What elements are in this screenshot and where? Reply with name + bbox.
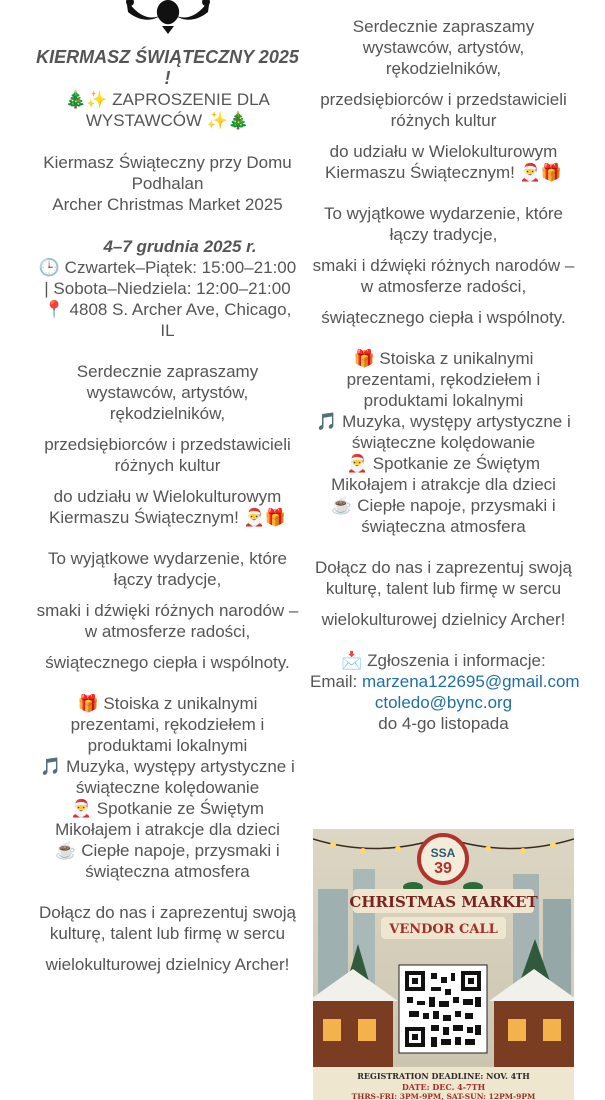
feature-item: 🎅 Spotkanie ze Świętym Mikołajem i atrakcje dla dzieci — [331, 454, 556, 494]
email-link-1[interactable]: marzena122695@gmail.com — [361, 672, 580, 691]
poster-date: DATE: DEC. 4-7TH — [401, 1082, 486, 1092]
email-prefix: Email: — [310, 672, 362, 691]
intro-paragraph: do udziału w Wielokulturowym Kiermaszu Świątecznym! 🎅🎁 — [49, 487, 286, 527]
poster-badge-line1: SSA — [430, 846, 456, 860]
email-link-2[interactable]: ctoledo@bync.org — [374, 693, 513, 712]
closing-paragraph: wielokulturowej dzielnicy Archer! — [45, 955, 290, 974]
intro-paragraph: przedsiębiorców i przedstawicieli różnych kultur — [44, 435, 291, 475]
description-paragraph: smaki i dźwięki różnych narodów – w atmosferze radości, — [312, 256, 575, 296]
deadline-text: do 4-go listopada — [378, 714, 509, 733]
christmas-market-poster — [313, 829, 574, 1100]
event-title: KIERMASZ ŚWIĄTECZNY 2025 ! — [36, 47, 299, 88]
description-paragraph: smaki i dźwięki różnych narodów – w atmosferze radości, — [36, 601, 299, 641]
intro-paragraph: przedsiębiorców i przedstawicieli różnych kultur — [320, 90, 567, 130]
intro-paragraph: Serdecznie zapraszamy wystawców, artystów, rękodzielników, — [76, 362, 259, 423]
email-line — [310, 671, 580, 692]
closing-paragraph: Dołącz do nas i zaprezentuj swoją kulturę, talent lub firmę w sercu — [38, 903, 297, 943]
poster-hours: THRS-FRI: 3PM-9PM, SAT-SUN: 12PM-9PM — [351, 1092, 536, 1100]
event-name-en: Archer Christmas Market 2025 — [52, 195, 283, 214]
contact-label: 📩 Zgłoszenia i informacje: — [341, 651, 546, 670]
description-paragraph: To wyjątkowe wydarzenie, które łączy tradycje, — [323, 204, 564, 244]
poster-badge-line2: 39 — [434, 860, 452, 877]
intro-paragraph: do udziału w Wielokulturowym Kiermaszu Świątecznym! 🎅🎁 — [325, 142, 562, 182]
event-name: Kiermasz Świąteczny przy Domu Podhalan — [43, 153, 292, 193]
feature-item: 🎵 Muzyka, występy artystyczne i świąteczne kolędowanie — [316, 412, 571, 452]
feature-item: ☕ Ciepłe napoje, przysmaki i świąteczna atmosfera — [331, 496, 556, 536]
intro-paragraph: Serdecznie zapraszamy wystawców, artystów, rękodzielników, — [352, 17, 535, 78]
closing-paragraph: wielokulturowej dzielnicy Archer! — [321, 610, 566, 629]
feature-item: 🎁 Stoiska z unikalnymi prezentami, rękodziełem i produktami lokalnymi — [70, 694, 265, 755]
event-dates: 4–7 grudnia 2025 r. — [103, 237, 257, 256]
vendor-invite-heading: 🎄✨ ZAPROSZENIE DLA WYSTAWCÓW ✨🎄 — [65, 90, 270, 130]
poster-headline-1: CHRISTMAS MARKET — [349, 893, 538, 911]
event-address: 📍 4808 S. Archer Ave, Chicago, IL — [43, 300, 292, 340]
feature-item: 🎅 Spotkanie ze Świętym Mikołajem i atrakcje dla dzieci — [55, 799, 280, 839]
left-column — [35, 47, 300, 975]
poster-registration: REGISTRATION DEADLINE: NOV. 4TH — [357, 1071, 530, 1081]
poster-artwork — [313, 829, 574, 1100]
right-column — [310, 16, 580, 734]
poster-headline-2: VENDOR CALL — [389, 922, 498, 937]
description-paragraph: świątecznego ciepła i wspólnoty. — [321, 308, 566, 327]
description-paragraph: świątecznego ciepła i wspólnoty. — [45, 653, 290, 672]
closing-paragraph: Dołącz do nas i zaprezentuj swoją kulturę, talent lub firmę w sercu — [314, 558, 573, 598]
ornament-icon — [118, 0, 218, 34]
event-hours: 🕒 Czwartek–Piątek: 15:00–21:00 | Sobota–Niedziela: 12:00–21:00 — [38, 258, 297, 298]
feature-item: 🎵 Muzyka, występy artystyczne i świąteczne kolędowanie — [40, 757, 295, 797]
feature-item: 🎁 Stoiska z unikalnymi prezentami, rękodziełem i produktami lokalnymi — [346, 349, 541, 410]
description-paragraph: To wyjątkowe wydarzenie, które łączy tradycje, — [47, 549, 288, 589]
feature-item: ☕ Ciepłe napoje, przysmaki i świąteczna atmosfera — [55, 841, 280, 881]
